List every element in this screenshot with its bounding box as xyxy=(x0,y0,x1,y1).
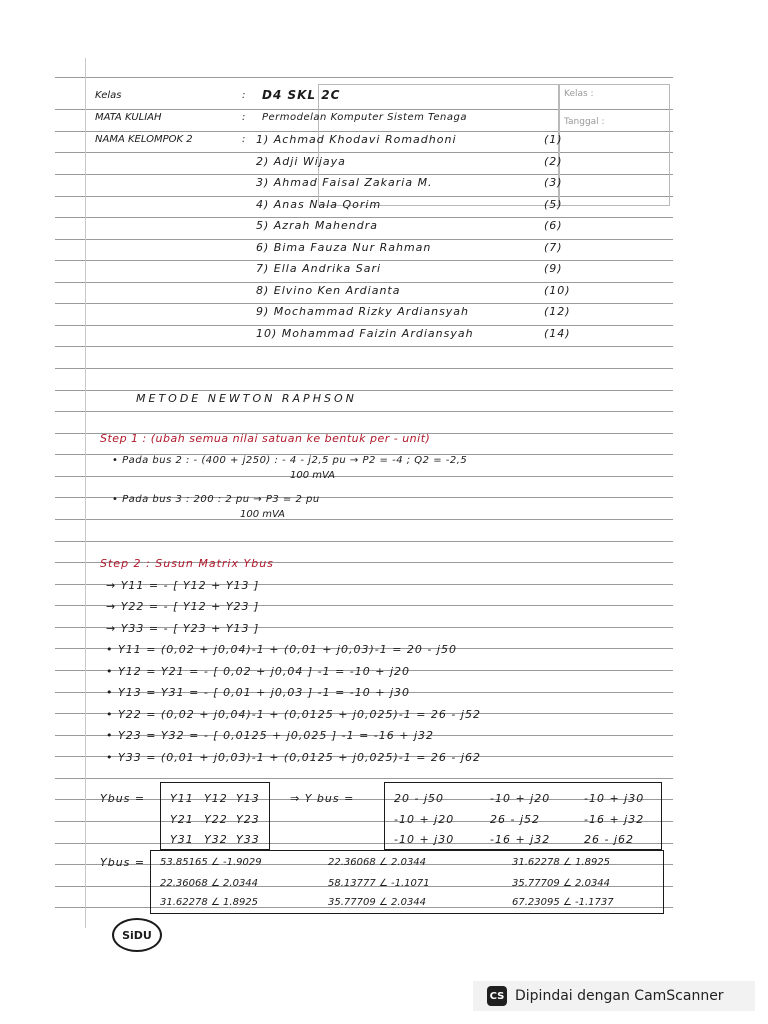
ruled-line xyxy=(55,77,673,78)
kelas-value: D4 SKL 2C xyxy=(262,88,341,102)
camscanner-text: Dipindai dengan CamScanner xyxy=(515,988,724,1004)
step1-bus2-denominator: 100 mVA xyxy=(290,470,336,481)
member-number: (14) xyxy=(544,327,571,340)
kelas-label: Kelas xyxy=(95,90,122,101)
ruled-line xyxy=(55,282,673,283)
ybus-label: Ybus = xyxy=(100,792,146,805)
polar-cell: 58.13777 ∠ -1.1071 xyxy=(328,878,430,889)
member-name: 6) Bima Fauza Nur Rahman xyxy=(256,241,432,254)
matrix-cell: -10 + j20 xyxy=(490,792,551,805)
ruled-line xyxy=(55,303,673,304)
matrix-cell: 20 - j50 xyxy=(394,792,445,805)
margin-line xyxy=(85,58,86,928)
matrix-cell: Y32 xyxy=(204,833,228,846)
ybus-equation: → Y33 = - [ Y23 + Y13 ] xyxy=(106,622,260,635)
matrix-cell: -16 + j32 xyxy=(490,833,551,846)
member-name: 8) Elvino Ken Ardianta xyxy=(256,284,401,297)
member-name: 5) Azrah Mahendra xyxy=(256,219,379,232)
ruled-line xyxy=(55,260,673,261)
matkul-sep: : xyxy=(242,112,246,123)
matkul-label: MATA KULIAH xyxy=(95,112,162,123)
kelompok-label: NAMA KELOMPOK 2 xyxy=(95,134,193,145)
matrix-cell: Y22 xyxy=(204,813,228,826)
member-name: 9) Mochammad Rizky Ardiansyah xyxy=(256,305,470,318)
matrix-cell: -10 + j30 xyxy=(394,833,455,846)
polar-cell: 31.62278 ∠ 1.8925 xyxy=(512,857,611,868)
step2-heading: Step 2 : Susun Matrix Ybus xyxy=(100,557,274,570)
member-number: (10) xyxy=(544,284,571,297)
ruled-line xyxy=(55,778,673,779)
ybus-equation: • Y33 = (0,01 + j0,03)-1 + (0,0125 + j0,025)-1 = 26 - j62 xyxy=(106,751,481,764)
ybus-polar-label: Ybus = xyxy=(100,856,146,869)
polar-cell: 22.36068 ∠ 2.0344 xyxy=(328,857,427,868)
matkul-value: Permodelan Komputer Sistem Tenaga xyxy=(262,112,467,123)
matrix-cell: Y33 xyxy=(236,833,260,846)
matrix-cell: -10 + j20 xyxy=(394,813,455,826)
member-number: (9) xyxy=(544,262,563,275)
step1-bus2-line: • Pada bus 2 : - (400 + j250) : - 4 - j2,5 pu → P2 = -4 ; Q2 = -2,5 xyxy=(112,455,468,466)
ruled-line xyxy=(55,217,673,218)
ruled-line xyxy=(55,239,673,240)
polar-cell: 31.62278 ∠ 1.8925 xyxy=(160,897,259,908)
polar-cell: 53.85165 ∠ -1.9029 xyxy=(160,857,262,868)
ybus-arrow: ⇒ Y bus = xyxy=(290,792,355,805)
camscanner-footer xyxy=(473,981,755,1011)
polar-cell: 35.77709 ∠ 2.0344 xyxy=(328,897,427,908)
member-number: (1) xyxy=(544,133,563,146)
step1-heading: Step 1 : (ubah semua nilai satuan ke bentuk per - unit) xyxy=(100,432,431,445)
matrix-cell: Y21 xyxy=(170,813,194,826)
ybus-equation: → Y11 = - [ Y12 + Y13 ] xyxy=(106,579,260,592)
ybus-equation: • Y12 = Y21 = - [ 0,02 + j0,04 ] -1 = -10 + j20 xyxy=(106,665,411,678)
kelas-sep: : xyxy=(242,90,246,101)
matrix-cell: -10 + j30 xyxy=(584,792,645,805)
ybus-equation: • Y13 = Y31 = - [ 0,01 + j0,03 ] -1 = -10 + j30 xyxy=(106,686,411,699)
member-number: (2) xyxy=(544,155,563,168)
ruled-line xyxy=(55,368,673,369)
matrix-cell: Y31 xyxy=(170,833,194,846)
member-number: (3) xyxy=(544,176,563,189)
matrix-cell: 26 - j62 xyxy=(584,833,635,846)
polar-cell: 67.23095 ∠ -1.1737 xyxy=(512,897,614,908)
member-number: (12) xyxy=(544,305,571,318)
member-name: 10) Mohammad Faizin Ardiansyah xyxy=(256,327,474,340)
member-name: 2) Adji Wijaya xyxy=(256,155,346,168)
header-form-box xyxy=(558,84,670,206)
ybus-equation: → Y22 = - [ Y12 + Y23 ] xyxy=(106,600,260,613)
polar-cell: 22.36068 ∠ 2.0344 xyxy=(160,878,259,889)
polar-cell: 35.77709 ∠ 2.0344 xyxy=(512,878,611,889)
camscanner-icon: CS xyxy=(487,986,507,1006)
member-number: (7) xyxy=(544,241,563,254)
matrix-cell: Y11 xyxy=(170,792,194,805)
ruled-line xyxy=(55,519,673,520)
ghost-kelas-label: Kelas : xyxy=(564,89,594,99)
member-number: (5) xyxy=(544,198,563,211)
ruled-line xyxy=(55,476,673,477)
matrix-cell: Y23 xyxy=(236,813,260,826)
member-name: 7) Ella Andrika Sari xyxy=(256,262,382,275)
kelompok-sep: : xyxy=(242,134,246,145)
ruled-line xyxy=(55,541,673,542)
ghost-tanggal-label: Tanggal : xyxy=(564,117,605,127)
ybus-equation: • Y22 = (0,02 + j0,04)-1 + (0,0125 + j0,025)-1 = 26 - j52 xyxy=(106,708,481,721)
member-number: (6) xyxy=(544,219,563,232)
method-title: METODE NEWTON RAPHSON xyxy=(136,392,357,405)
ybus-equation: • Y11 = (0,02 + j0,04)-1 + (0,01 + j0,03)-1 = 20 - j50 xyxy=(106,643,457,656)
ybus-equation: • Y23 = Y32 = - [ 0,0125 + j0,025 ] -1 = -16 + j32 xyxy=(106,729,435,742)
member-name: 4) Anas Nala Qorim xyxy=(256,198,382,211)
step1-bus3-denominator: 100 mVA xyxy=(240,509,286,520)
ruled-line xyxy=(55,325,673,326)
member-name: 3) Ahmad Faisal Zakaria M. xyxy=(256,176,433,189)
member-name: 1) Achmad Khodavi Romadhoni xyxy=(256,133,457,146)
sidu-logo: SiDU xyxy=(112,918,162,952)
ruled-line xyxy=(55,411,673,412)
matrix-cell: Y13 xyxy=(236,792,260,805)
matrix-cell: -16 + j32 xyxy=(584,813,645,826)
step1-bus3-line: • Pada bus 3 : 200 : 2 pu → P3 = 2 pu xyxy=(112,494,320,505)
ruled-line xyxy=(55,390,673,391)
ruled-line xyxy=(55,346,673,347)
matrix-cell: 26 - j52 xyxy=(490,813,541,826)
matrix-cell: Y12 xyxy=(204,792,228,805)
